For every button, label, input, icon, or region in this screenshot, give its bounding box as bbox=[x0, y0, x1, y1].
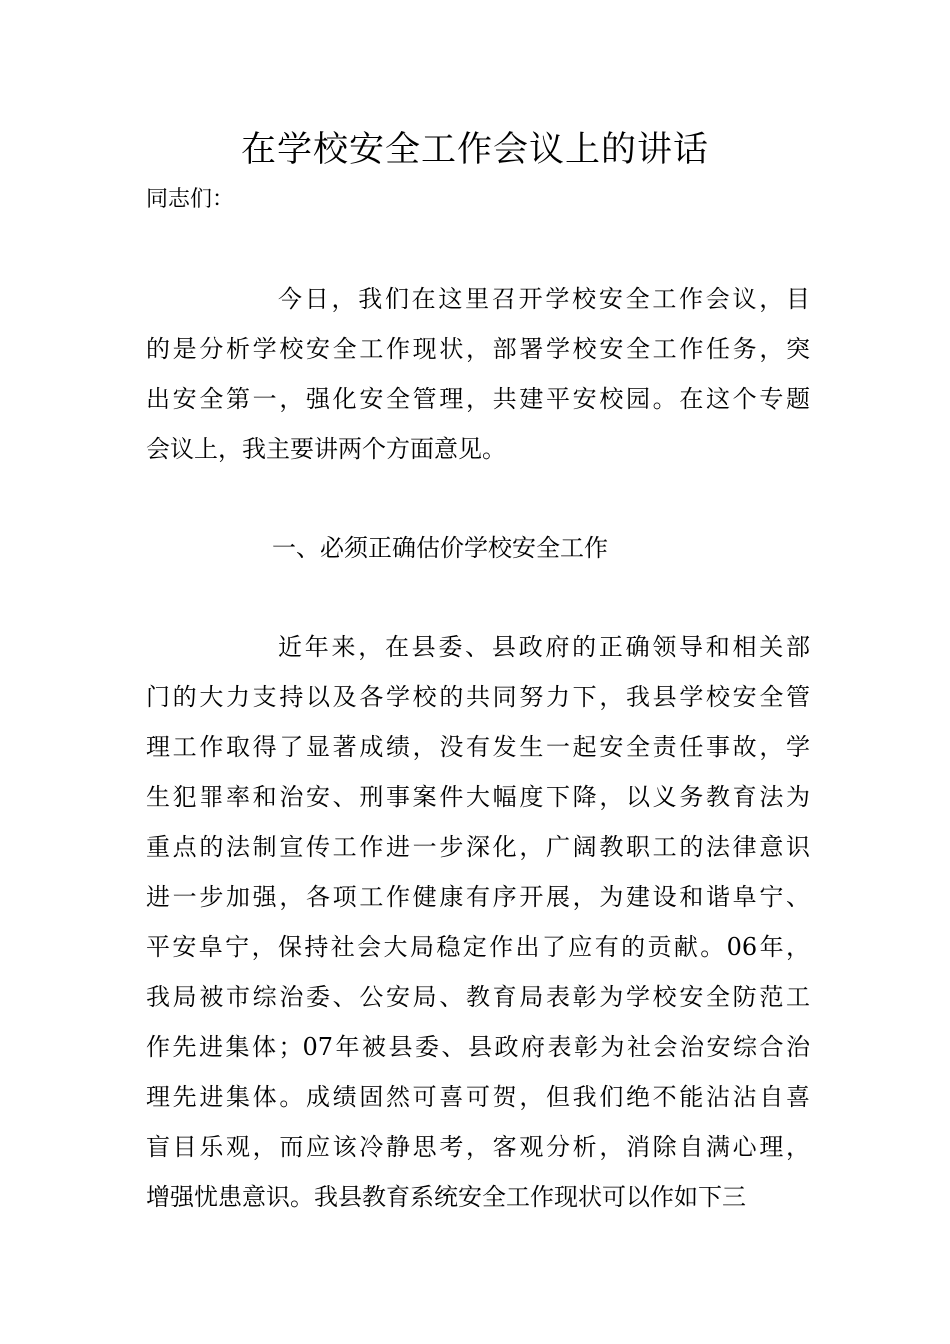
paragraph-line: 理工作取得了显著成绩，没有发生一起安全责任事故，学 bbox=[146, 733, 810, 761]
document-title: 在学校安全工作会议上的讲话 bbox=[240, 130, 709, 170]
paragraph-line: 会议上，我主要讲两个方面意见。 bbox=[146, 435, 506, 463]
paragraph-line: 盲目乐观，而应该冷静思考，客观分析，消除自满心理， bbox=[146, 1133, 810, 1161]
paragraph-line: 生犯罪率和治安、刑事案件大幅度下降，以义务教育法为 bbox=[146, 783, 810, 811]
paragraph-line: 今日，我们在这里召开学校安全工作会议，目 bbox=[278, 285, 810, 313]
paragraph-line: 的是分析学校安全工作现状，部署学校安全工作任务，突 bbox=[146, 335, 810, 363]
paragraph-line: 理先进集体。成绩固然可喜可贺，但我们绝不能沾沾自喜 bbox=[146, 1083, 810, 1111]
paragraph-opening bbox=[146, 274, 810, 474]
section-heading: 一、必须正确估价学校安全工作 bbox=[272, 534, 608, 562]
paragraph-line: 进一步加强，各项工作健康有序开展，为建设和谐阜宁、 bbox=[146, 883, 810, 911]
paragraph-line: 出安全第一，强化安全管理，共建平安校园。在这个专题 bbox=[146, 385, 810, 413]
paragraph-line: 平安阜宁，保持社会大局稳定作出了应有的贡献。06年， bbox=[146, 933, 810, 961]
paragraph-line: 增强忧患意识。我县教育系统安全工作现状可以作如下三 bbox=[146, 1183, 746, 1211]
salutation: 同志们： bbox=[146, 187, 235, 212]
paragraph-line: 近年来，在县委、县政府的正确领导和相关部 bbox=[278, 633, 810, 661]
paragraph-line: 我局被市综治委、公安局、教育局表彰为学校安全防范工 bbox=[146, 983, 810, 1011]
paragraph-body bbox=[146, 622, 810, 1222]
paragraph-line: 重点的法制宣传工作进一步深化，广阔教职工的法律意识 bbox=[146, 833, 810, 861]
paragraph-line: 作先进集体；07年被县委、县政府表彰为社会治安综合治 bbox=[146, 1033, 810, 1061]
paragraph-line: 门的大力支持以及各学校的共同努力下，我县学校安全管 bbox=[146, 683, 810, 711]
